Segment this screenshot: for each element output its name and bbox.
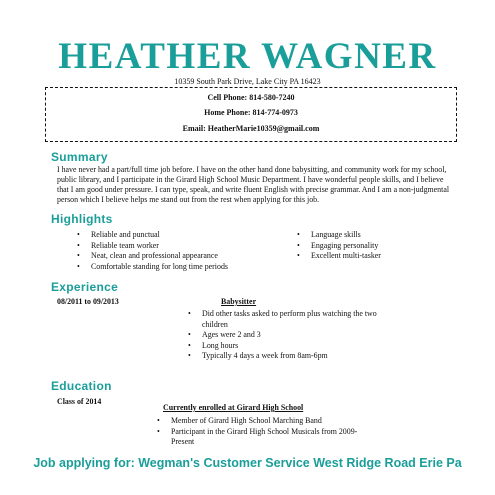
list-item: • Language skills <box>297 230 447 241</box>
resume-name: HEATHER WAGNER <box>58 36 437 77</box>
list-item: • Neat, clean and professional appearance <box>77 251 277 262</box>
class-of: Class of 2014 <box>57 397 102 406</box>
contact-box <box>45 87 457 142</box>
list-item: • Ages were 2 and 3 <box>188 330 378 341</box>
experience-dates: 08/2011 to 09/2013 <box>57 297 119 306</box>
job-applying: Job applying for: Wegman's Customer Service West Ridge Road Erie Pa <box>33 456 462 470</box>
list-item: • Reliable and punctual <box>77 230 277 241</box>
education-list <box>157 416 367 448</box>
education-heading: Education <box>51 379 112 393</box>
summary-text: I have never had a part/full time job before. I have on the other hand done babysitting, and community work for my school, public library, and I participate in the Girard High School Music Department. I have wonderful people skills, and I believe that I am good under pressure. I can type, speak, and write fluent English with precise grammar. And I am a non-judgmental person which I believe helps me stand out from the rest when applying for this job. <box>57 165 450 204</box>
highlights-heading: Highlights <box>51 212 113 226</box>
highlights-left-list <box>77 230 277 272</box>
cell-phone: Cell Phone: 814-580-7240 <box>207 93 295 102</box>
email: Email: HeatherMarie10359@gmail.com <box>182 124 320 133</box>
list-item: • Comfortable standing for long time periods <box>77 262 277 273</box>
list-item: • Typically 4 days a week from 8am-6pm <box>188 351 378 362</box>
summary-heading: Summary <box>51 150 108 164</box>
list-item: • Reliable team worker <box>77 241 277 252</box>
address: 10359 South Park Drive, Lake City PA 16423 <box>174 77 321 86</box>
home-phone: Home Phone: 814-774-0973 <box>204 108 298 117</box>
list-item: • Excellent multi-tasker <box>297 251 447 262</box>
experience-list <box>188 309 378 362</box>
experience-role: Babysitter <box>221 297 257 306</box>
list-item: • Participant in the Girard High School Musicals from 2009-Present <box>157 427 367 448</box>
list-item: • Member of Girard High School Marching Band <box>157 416 367 427</box>
experience-heading: Experience <box>51 280 119 294</box>
highlights-right-list <box>297 230 447 262</box>
list-item: • Long hours <box>188 341 378 352</box>
list-item: • Engaging personality <box>297 241 447 252</box>
list-item: • Did other tasks asked to perform plus watching the two children <box>188 309 378 330</box>
education-status: Currently enrolled at Girard High School <box>163 403 304 412</box>
